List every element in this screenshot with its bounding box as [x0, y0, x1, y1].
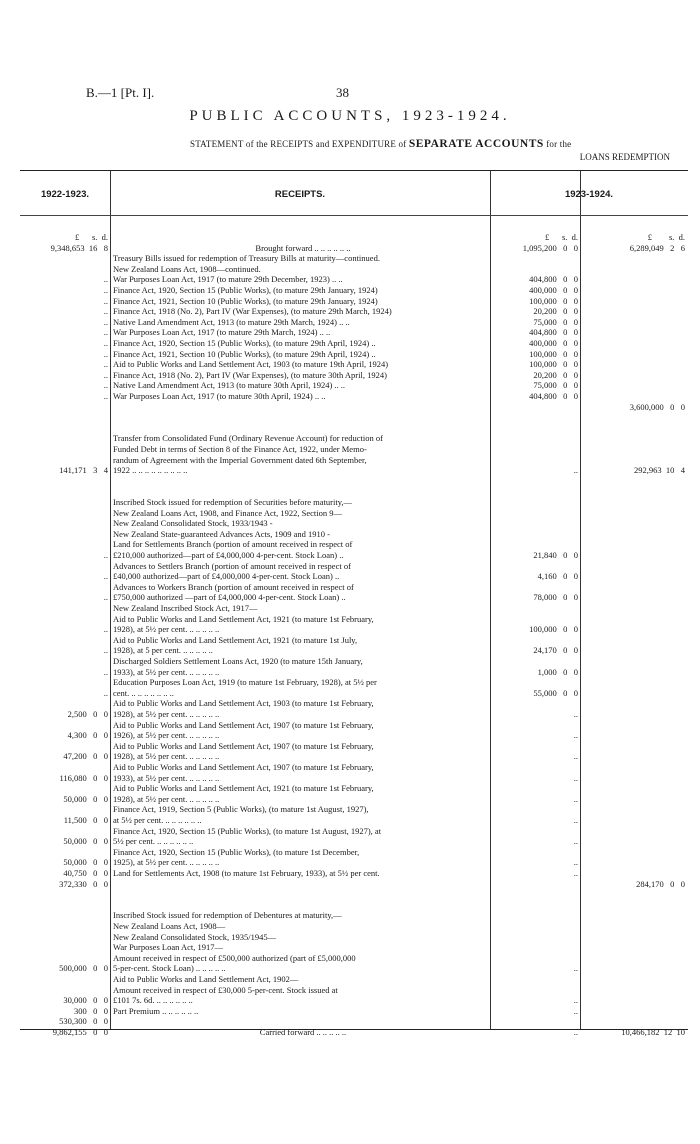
cell-c2: Aid to Public Works and Land Settlement Act, 1907 (to mature 1st February,: [113, 740, 374, 751]
cell-c3: 400,000 0 0: [529, 338, 578, 348]
cell-c2: 1933), at 5½ per cent. .. .. .. .. ..: [113, 666, 220, 677]
cell-c2: Funded Debt in terms of Section 8 of the Finance Act, 1922, under Memo-: [113, 444, 367, 454]
cell-c1: 141,171 3 4: [59, 465, 108, 476]
cell-c1: 50,000 0 0: [63, 836, 108, 847]
cell-c3: ..: [573, 1005, 578, 1016]
cell-c1: 30,000 0 0: [63, 995, 108, 1006]
cell-c2: Land for Settlements Branch (portion of amount received in respect of: [113, 539, 353, 550]
cell-c2: Aid to Public Works and Land Settlement Act, 1907 (to mature 1st February,: [113, 719, 374, 730]
col-head-receipts: RECEIPTS.: [274, 189, 326, 200]
cell-c3: ..: [573, 751, 578, 762]
cell-c1: ..: [103, 592, 108, 603]
cell-c3: ..: [573, 1027, 578, 1037]
header-rule: [20, 215, 688, 216]
cell-c3: £ s. d.: [544, 232, 578, 242]
cell-c2: Finance Act, 1920, Section 15 (Public Works), (to mature 29th January, 1924): [113, 285, 378, 295]
cell-c1: 2,500 0 0: [67, 709, 108, 719]
cell-c2: Advances to Workers Branch (portion of amount received in respect of: [113, 581, 354, 592]
cell-c2: New Zealand Loans Act, 1908—: [113, 921, 226, 931]
cell-c1: ..: [103, 391, 108, 401]
cell-c2: Aid to Public Works and Land Settlement Act, 1921 (to mature 1st July,: [113, 634, 358, 645]
cell-c3: ..: [573, 857, 578, 868]
cell-c2: 1928), at 5 per cent. .. .. .. .. ..: [113, 645, 213, 656]
cell-c1: 50,000 0 0: [63, 857, 108, 868]
cell-c4: 10,466,182 12 10: [621, 1027, 685, 1037]
cell-c4: 3,600,000 0 0: [629, 401, 685, 412]
cell-c2: Aid to Public Works and Land Settlement Act, 1907 (to mature 1st February,: [113, 762, 374, 772]
cell-c1: ..: [103, 327, 108, 338]
cell-c3: 55,000 0 0: [533, 687, 578, 698]
cell-c2: £750,000 authorized —part of £4,000,000 4-per-cent. Stock Loan) ..: [113, 592, 346, 603]
cell-c2: Finance Act, 1918 (No. 2), Part IV (War Expenses), (to mature 30th April, 1924): [113, 369, 387, 380]
cell-c2: War Purposes Loan Act, 1917 (to mature 30th April, 1924) .. ..: [113, 391, 326, 401]
cell-c3: 20,200 0 0: [533, 369, 578, 380]
cell-c1: ..: [103, 666, 108, 677]
cell-c2: Treasury Bills issued for redemption of Treasury Bills at maturity—continued.: [113, 253, 380, 264]
cell-c1: 47,200 0 0: [63, 751, 108, 762]
cell-c1: ..: [103, 306, 108, 317]
cell-c3: 75,000 0 0: [533, 316, 578, 327]
cell-c3: ..: [573, 793, 578, 804]
cell-c3: ..: [573, 772, 578, 783]
cell-c3: 75,000 0 0: [533, 380, 578, 391]
statement-subtitle-2: LOANS REDEMPTION: [579, 152, 670, 162]
cell-c2: Finance Act, 1920, Section 15 (Public Works), (to mature 1st December,: [113, 846, 360, 857]
cell-c4: 284,170 0 0: [636, 878, 685, 889]
cell-c2: New Zealand Loans Act, 1908, and Finance Act, 1922, Section 9—: [113, 507, 342, 518]
cell-c2: New Zealand Consolidated Stock, 1933/1943 -: [113, 518, 273, 529]
cell-c2: Aid to Public Works and Land Settlement Act, 1921 (to mature 1st February,: [113, 613, 374, 624]
cell-c2: Finance Act, 1920, Section 15 (Public Works), (to mature 29th April, 1924) ..: [113, 338, 376, 348]
header-ref: B.—1 [Pt. I].: [86, 85, 155, 100]
cell-c2: £101 7s. 6d. .. .. .. .. .. ..: [113, 995, 193, 1006]
cell-c2: New Zealand Consolidated Stock, 1935/1945—: [113, 931, 277, 942]
subtitle-bold: SEPARATE ACCOUNTS: [408, 138, 544, 150]
cell-c2: Native Land Amendment Act, 1913 (to mature 30th April, 1924) .. ..: [113, 380, 346, 391]
cell-c1: ..: [103, 645, 108, 656]
cell-c2: Native Land Amendment Act, 1913 (to mature 29th March, 1924) .. ..: [113, 316, 350, 327]
cell-c2: Land for Settlements Act, 1908 (to mature 1st February, 1933), at 5½ per cent.: [113, 868, 380, 878]
cell-c1: 50,000 0 0: [63, 793, 108, 804]
cell-c3: 4,160 0 0: [537, 571, 578, 582]
cell-c2: Finance Act, 1919, Section 5 (Public Works), (to mature 1st August, 1927),: [113, 804, 369, 815]
cell-c1: 372,330 0 0: [59, 878, 108, 889]
cell-c2: War Purposes Loan Act, 1917—: [113, 942, 224, 953]
cell-c2: 1922 .. .. .. .. .. .. .. .. ..: [113, 465, 188, 476]
page-number: 38: [336, 85, 349, 100]
cell-c2: 1926), at 5½ per cent. .. .. .. .. ..: [113, 730, 220, 741]
cell-c2: War Purposes Loan Act, 1917 (to mature 29th March, 1924) .. ..: [113, 327, 331, 338]
cell-c2: £210,000 authorized—part of £4,000,000 4-per-cent. Stock Loan) ..: [113, 550, 344, 560]
cell-c2: Brought forward .. .. .. .. .. ..: [255, 242, 351, 253]
cell-c2: New Zealand State-guaranteed Advances Acts, 1909 and 1910 -: [113, 528, 330, 539]
cell-c3: ..: [573, 465, 578, 476]
cell-c2: Transfer from Consolidated Fund (Ordinary Revenue Account) for reduction of: [113, 433, 383, 444]
cell-c3: 24,170 0 0: [533, 645, 578, 656]
cell-c1: 500,000 0 0: [59, 963, 108, 974]
cell-c3: 100,000 0 0: [529, 348, 578, 359]
cell-c2: Amount received in respect of £30,000 5-per-cent. Stock issued at: [113, 984, 338, 995]
cell-c3: 400,000 0 0: [529, 285, 578, 295]
cell-c1: £ s. d.: [74, 232, 108, 242]
cell-c3: 1,000 0 0: [537, 666, 578, 677]
cell-c1: ..: [103, 624, 108, 635]
cell-c2: Carried forward .. .. .. .. ..: [259, 1027, 347, 1037]
cell-c3: 78,000 0 0: [533, 592, 578, 603]
cell-c3: ..: [573, 709, 578, 719]
cell-c2: Education Purposes Loan Act, 1919 (to mature 1st February, 1928), at 5½ per: [113, 677, 377, 688]
cell-c2: 5½ per cent. .. .. .. .. .. ..: [113, 836, 194, 847]
cell-c1: ..: [103, 359, 108, 370]
cell-c1: 9,348,653 16 8: [50, 242, 108, 253]
cell-c3: ..: [573, 868, 578, 878]
cell-c3: 100,000 0 0: [529, 359, 578, 370]
cell-c1: ..: [103, 687, 108, 698]
cell-c2: Aid to Public Works and Land Settlement Act, 1903 (to mature 19th April, 1924): [113, 359, 389, 370]
cell-c3: 404,800 0 0: [529, 391, 578, 401]
cell-c1: 530,300 0 0: [59, 1016, 108, 1027]
cell-c1: ..: [103, 550, 108, 560]
cell-c2: War Purposes Loan Act, 1917 (to mature 29th December, 1923) .. ..: [113, 274, 343, 285]
page-title: PUBLIC ACCOUNTS, 1923-1924.: [189, 108, 511, 124]
cell-c3: 100,000 0 0: [529, 624, 578, 635]
accounts-table: [20, 170, 688, 1037]
cell-c2: Finance Act, 1918 (No. 2), Part IV (War Expenses), (to mature 29th March, 1924): [113, 306, 392, 317]
cell-c1: 300 0 0: [74, 1005, 108, 1016]
cell-c4: £ s. d.: [647, 232, 685, 242]
cell-c3: 21,840 0 0: [533, 550, 578, 560]
cell-c2: Part Premium .. .. .. .. .. ..: [113, 1005, 199, 1016]
cell-c1: ..: [103, 285, 108, 295]
cell-c2: 1928), at 5½ per cent. .. .. .. .. ..: [113, 709, 220, 719]
cell-c1: 11,500 0 0: [63, 815, 108, 825]
cell-c4: 6,289,049 2 6: [629, 242, 685, 253]
cell-c2: randum of Agreement with the Imperial Government dated 6th September,: [113, 454, 367, 465]
cell-c2: Finance Act, 1921, Section 10 (Public Works), (to mature 29th January, 1924): [113, 295, 378, 306]
cell-c1: ..: [103, 369, 108, 380]
cell-c2: Finance Act, 1921, Section 10 (Public Works), (to mature 29th April, 1924) ..: [113, 348, 376, 359]
col-head-curr: 1923-1924.: [564, 189, 614, 200]
cell-c4: 292,963 10 4: [634, 465, 685, 476]
cell-c3: 100,000 0 0: [529, 295, 578, 306]
cell-c3: 1,095,200 0 0: [522, 242, 578, 253]
cell-c1: 9,862,155 0 0: [52, 1027, 108, 1037]
cell-c2: Inscribed Stock issued for redemption of Securities before maturity,—: [113, 497, 353, 507]
cell-c3: 20,200 0 0: [533, 306, 578, 317]
cell-c1: ..: [103, 338, 108, 348]
cell-c2: Finance Act, 1920, Section 15 (Public Works), (to mature 1st August, 1927), at: [113, 825, 382, 836]
cell-c1: ..: [103, 571, 108, 582]
statement-subtitle: [190, 138, 571, 150]
cell-c2: 5-per-cent. Stock Loan) .. .. .. .. ..: [113, 963, 226, 974]
cell-c2: Aid to Public Works and Land Settlement Act, 1903 (to mature 1st February,: [113, 698, 374, 709]
cell-c2: Amount received in respect of £500,000 authorized (part of £5,000,000: [113, 952, 356, 963]
cell-c1: 4,300 0 0: [67, 730, 108, 741]
cell-c2: 1928), at 5½ per cent. .. .. .. .. ..: [113, 793, 220, 804]
cell-c3: ..: [573, 963, 578, 974]
cell-c2: £40,000 authorized—part of £4,000,000 4-per-cent. Stock Loan) ..: [113, 571, 340, 582]
cell-c1: 40,750 0 0: [63, 868, 108, 878]
cell-c1: ..: [103, 316, 108, 327]
cell-c3: 404,800 0 0: [529, 327, 578, 338]
cell-c2: cent. .. .. .. .. .. .. ..: [113, 687, 174, 698]
cell-c2: New Zealand Loans Act, 1908—continued.: [113, 263, 261, 274]
cell-c3: ..: [573, 815, 578, 825]
cell-c2: at 5½ per cent. .. .. .. .. .. ..: [113, 815, 202, 825]
cell-c2: New Zealand Inscribed Stock Act, 1917—: [113, 603, 258, 613]
cell-c1: ..: [103, 380, 108, 391]
cell-c2: 1933), at 5½ per cent. .. .. .. .. ..: [113, 772, 220, 783]
subtitle-post: for the: [546, 139, 572, 149]
cell-c3: 404,800 0 0: [529, 274, 578, 285]
cell-c2: Discharged Soldiers Settlement Loans Act, 1920 (to mature 15th January,: [113, 656, 363, 666]
cell-c2: Advances to Settlers Branch (portion of amount received in respect of: [113, 560, 351, 571]
cell-c1: ..: [103, 348, 108, 359]
col-head-prev: 1922-1923.: [40, 189, 90, 200]
subtitle-pre: STATEMENT of the RECEIPTS and EXPENDITURE of: [190, 139, 407, 149]
cell-c1: ..: [103, 274, 108, 285]
cell-c3: ..: [573, 995, 578, 1006]
cell-c3: ..: [573, 730, 578, 741]
cell-c2: 1925), at 5½ per cent. .. .. .. .. ..: [113, 857, 220, 868]
cell-c2: Inscribed Stock issued for redemption of Debentures at maturity,—: [113, 910, 342, 921]
cell-c2: Aid to Public Works and Land Settlement Act, 1902—: [113, 974, 299, 984]
cell-c3: ..: [573, 836, 578, 847]
table-row: [20, 1026, 688, 1038]
cell-c1: ..: [103, 295, 108, 306]
cell-c2: 1928), at 5½ per cent. .. .. .. .. ..: [113, 624, 220, 635]
cell-c2: Aid to Public Works and Land Settlement Act, 1921 (to mature 1st February,: [113, 783, 374, 794]
cell-c2: 1928), at 5½ per cent. .. .. .. .. ..: [113, 751, 220, 762]
cell-c1: 116,080 0 0: [59, 772, 108, 783]
